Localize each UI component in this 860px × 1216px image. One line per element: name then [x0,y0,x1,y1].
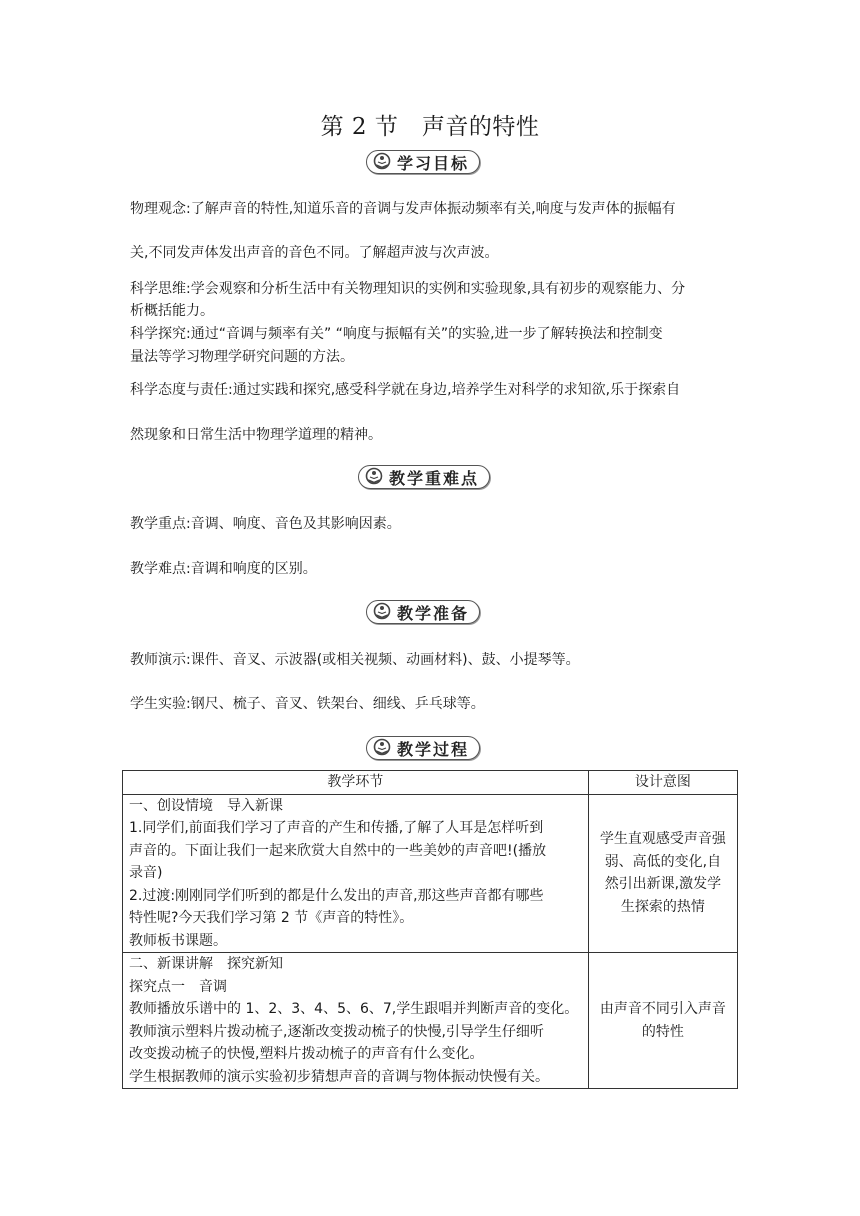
header-design-intent: 设计意图 [588,771,737,795]
objective-thinking: 科学思维:学会观察和分析生活中有关物理知识的实例和实验现象,具有初步的观察能力、分 [130,281,686,297]
step-cell [123,794,589,953]
table-header-row [123,771,738,795]
section-badge-label: 教学重难点 [389,468,480,488]
intent-cell: 学生直观感受声音强弱、高低的变化,自然引出新课,激发学生探索的热情 [588,794,737,953]
objective-inquiry-cont: 量法等学习物理学研究问题的方法。 [130,349,354,365]
teaching-focus: 教学重点:音调、响度、音色及其影响因素。 [130,516,401,532]
step-line: 2.过渡:刚刚同学们听到的都是什么发出的声音,那这些声音都有哪些 [129,887,544,904]
table-row [123,953,738,1089]
teaching-difficulty: 教学难点:音调和响度的区别。 [130,561,317,577]
step-heading: 一、创设情境 导入新课 [129,797,283,814]
process-table [122,770,738,1089]
section-badge-label: 教学过程 [397,739,470,759]
step-line: 1.同学们,前面我们学习了声音的产生和传播,了解了人耳是怎样听到 [129,820,544,836]
book-icon [371,738,393,758]
header-teaching-step: 教学环节 [123,771,589,795]
step-line: 教师板书课题。 [129,932,227,949]
step-line: 改变拨动梳子的快慢,塑料片拨动梳子的声音有什么变化。 [129,1046,484,1062]
book-icon [371,152,393,172]
step-line: 教师演示塑料片拨动梳子,逐渐改变拨动梳子的快慢,引导学生仔细听 [129,1023,544,1040]
teacher-demo-materials: 教师演示:课件、音叉、示波器(或相关视频、动画材料)、鼓、小提琴等。 [130,652,580,668]
section-badge-label: 学习目标 [397,153,470,173]
section-badge-objectives [366,150,480,174]
book-icon [371,602,393,622]
step-line: 学生根据教师的演示实验初步猜想声音的音调与物体振动快慢有关。 [129,1068,549,1085]
step-heading: 二、新课讲解 探究新知 [129,956,283,972]
section-badge-process [366,736,480,760]
step-line: 声音的。下面让我们一起来欣赏大自然中的一些美妙的声音吧!(播放 [129,842,547,859]
objective-physics-cont: 关,不同发声体发出声音的音色不同。了解超声波与次声波。 [130,245,499,261]
step-cell [123,953,589,1089]
objective-attitude-cont: 然现象和日常生活中物理学道理的精神。 [130,427,382,443]
objective-attitude: 科学态度与责任:通过实践和探究,感受科学就在身边,培养学生对科学的求知欲,乐于探索自 [130,382,681,398]
step-line: 教师播放乐谱中的 1、2、3、4、5、6、7,学生跟唱并判断声音的变化。 [129,1001,579,1017]
intent-cell: 由声音不同引入声音的特性 [588,953,737,1089]
objective-physics: 物理观念:了解声音的特性,知道乐音的音调与发声体振动频率有关,响度与发声体的振幅有 [130,201,676,217]
table-row [123,794,738,953]
objective-thinking-cont: 析概括能力。 [130,303,214,319]
step-subheading: 探究点一 音调 [129,978,227,995]
book-icon [363,467,385,487]
section-badge-preparation [366,600,480,624]
objective-inquiry: 科学探究:通过“音调与频率有关” “响度与振幅有关”的实验,进一步了解转换法和控制变 [130,326,663,342]
section-badge-key-points [358,465,490,489]
page-title: 第 2 节 声音的特性 [320,114,540,140]
section-badge-label: 教学准备 [397,603,470,623]
student-experiment-materials: 学生实验:钢尺、梳子、音叉、铁架台、细线、乒乓球等。 [130,696,485,712]
step-line: 录音) [129,865,163,881]
step-line: 特性呢?今天我们学习第 2 节《声音的特性》。 [129,910,414,926]
